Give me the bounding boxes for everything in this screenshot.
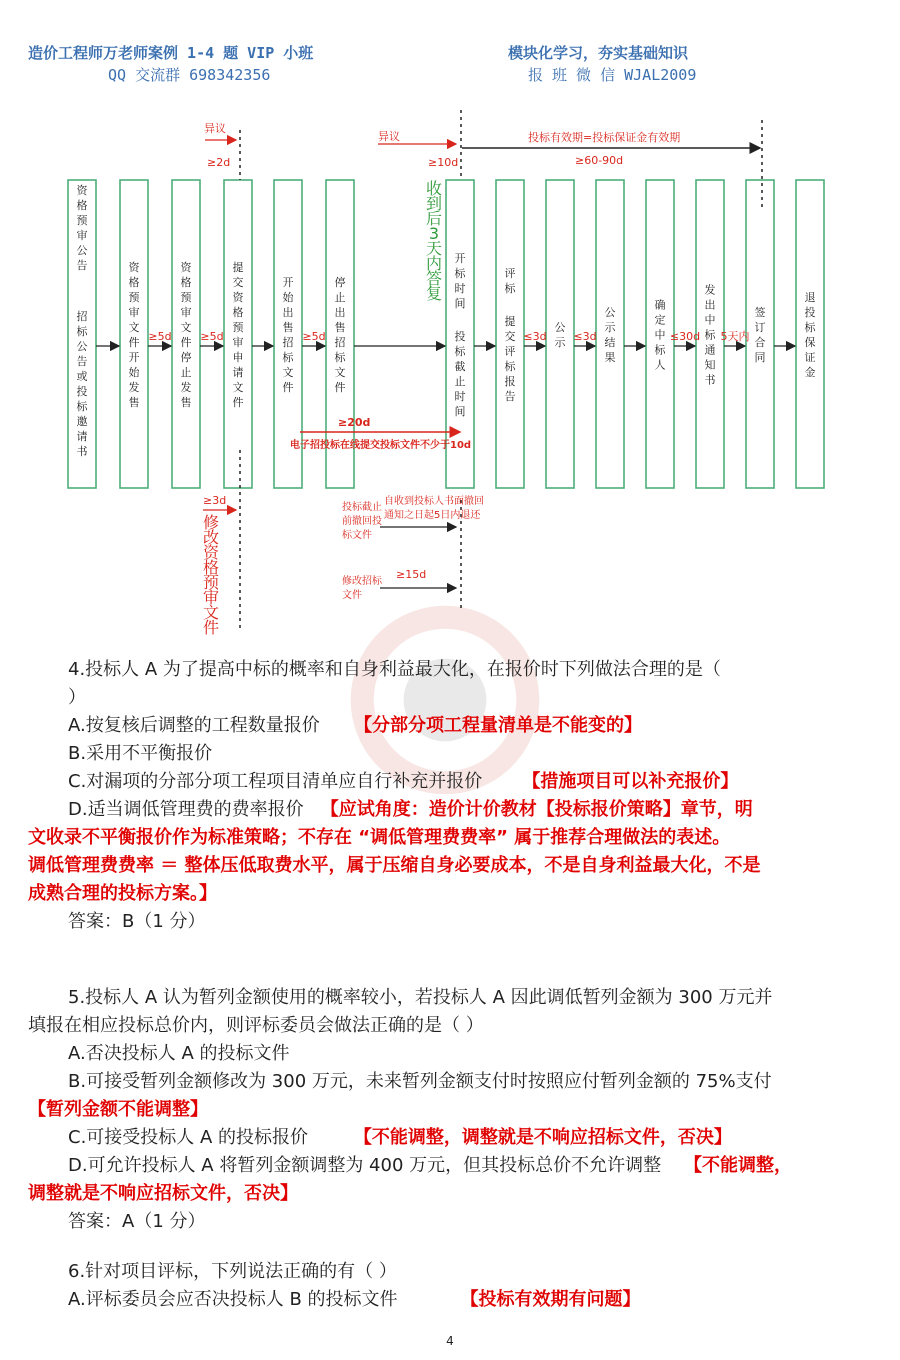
bidding-process-diagram — [0, 110, 900, 650]
process-box-label: 签订合同 — [754, 306, 766, 364]
q5-option-b: B.可接受暂列金额修改为 300 万元，未来暂列金额支付时按照应付暂列金额的 75%支付 — [68, 1071, 772, 1092]
q5-option-c: C.可接受投标人 A 的投标报价 【不能调整，调整就是不响应招标文件，否决】 — [68, 1127, 732, 1148]
process-box-label: 资格预审文件开始发售 — [128, 261, 140, 409]
process-box-label: 开标时间投标截止时间 — [454, 252, 466, 418]
arrow-interval-label: 5天内 — [720, 330, 750, 343]
process-box-label: 资格预审文件停止发售 — [180, 261, 192, 409]
process-box — [68, 180, 96, 488]
question-6 — [28, 1258, 878, 1314]
modify-bid-doc-label: 修改招标文件 — [342, 576, 382, 601]
ge20d-label: ≥20d — [338, 416, 371, 429]
bid-validity-label: 投标有效期=投标保证金有效期 — [528, 131, 681, 144]
withdraw-refund-note-1: 自收到投标人书面撤回 — [384, 496, 484, 507]
q4-option-a: A.按复核后调整的工程数量报价 【分部分项工程量清单是不能变的】 — [68, 715, 643, 736]
ge15d-label: ≥15d — [396, 568, 427, 581]
header-qq-group: QQ 交流群 698342356 — [108, 66, 271, 84]
process-box — [120, 180, 148, 488]
objection-days-1: ≥2d — [207, 156, 231, 169]
q5-option-d: D.可允许投标人 A 将暂列金额调整为 400 万元，但其投标总价不允许调整 【不能调整， — [68, 1155, 793, 1176]
q5-stem-1: 5.投标人 A 认为暂列金额使用的概率较小，若投标人 A 因此调低暂列金额为 300 万元并 — [68, 987, 773, 1008]
process-box — [546, 180, 574, 488]
header-slogan: 模块化学习，夯实基础知识 — [508, 44, 689, 62]
q4-stem: 4.投标人 A 为了提高中标的概率和自身利益最大化，在报价时下列做法合理的是（ — [68, 659, 721, 680]
reply-note-vertical: 收到后 3 天内答复 — [425, 179, 443, 303]
page-number: 4 — [446, 1334, 454, 1348]
q5-option-d-note-2: 调整就是不响应招标文件，否决】 — [28, 1183, 298, 1204]
q5-answer: 答案：A（1 分） — [68, 1211, 206, 1232]
arrow-interval-label: ≥5d — [200, 330, 224, 343]
q4-option-d-note-3: 调低管理费费率 ＝ 整体压低取费水平，属于压缩自身必要成本，不是自身利益最大化，不是 — [28, 855, 761, 876]
process-box-label: 公示 — [554, 321, 566, 349]
q5-stem-2: 填报在相应投标总价内，则评标委员会做法正确的是（ ） — [28, 1015, 484, 1036]
q4-answer: 答案：B（1 分） — [68, 911, 206, 932]
q5-option-b-note: 【暂列金额不能调整】 — [28, 1099, 208, 1120]
process-box-label: 资格预审公告招标公告或投标邀请书 — [76, 184, 88, 458]
withdraw-refund-note-2: 通知之日起5日内退还 — [384, 510, 481, 521]
q5-option-a: A.否决投标人 A 的投标文件 — [68, 1043, 290, 1064]
process-box-label: 提交资格预审申请文件 — [232, 261, 244, 409]
arrow-interval-label: ≤3d — [523, 330, 547, 343]
objection-label-2: 异议 — [378, 130, 400, 143]
process-box — [796, 180, 824, 488]
process-box-label: 开始出售招标文件 — [282, 276, 294, 394]
question-4 — [28, 656, 878, 936]
process-box-label: 评标提交评标报告 — [504, 267, 516, 403]
header-course-title: 造价工程师万老师案例 1-4 题 VIP 小班 — [28, 44, 314, 62]
q4-option-b: B.采用不平衡报价 — [68, 743, 213, 764]
process-box — [496, 180, 524, 488]
question-5 — [28, 984, 878, 1236]
q4-option-d: D.适当调低管理费的费率报价 【应试角度：造价计价教材【投标报价策略】章节，明 — [68, 799, 753, 820]
electronic-bidding-note: 电子招投标在线提交投标文件不少于10d — [290, 440, 472, 451]
q5-option-c-note: 【不能调整，调整就是不响应招标文件，否决】 — [353, 1127, 732, 1148]
process-box — [172, 180, 200, 488]
process-box — [746, 180, 774, 488]
q6-option-a: A.评标委员会应否决投标人 B 的投标文件 【投标有效期有问题】 — [68, 1289, 641, 1310]
modify-prequal-vertical: 修改资格预审文件 — [202, 513, 220, 637]
process-box-label: 退投标保证金 — [804, 291, 816, 379]
arrow-interval-label: ≥5d — [302, 330, 326, 343]
arrow-interval-label: ≤30d — [669, 330, 701, 343]
withdraw-before-deadline-label: 投标截止前撤回投标文件 — [342, 502, 382, 541]
process-box-label: 确定中标人 — [654, 298, 666, 372]
q4-option-c-note: 【措施项目可以补充报价】 — [522, 771, 739, 792]
ge10d-label: ≥10d — [428, 156, 459, 169]
q4-option-d-note-1: 【应试角度：造价计价教材【投标报价策略】章节，明 — [320, 799, 753, 820]
objection-label-1: 异议 — [204, 122, 226, 135]
arrow-interval-label: ≥5d — [148, 330, 172, 343]
process-box-label: 发出中标通知书 — [704, 283, 716, 387]
q4-stem-cont: ） — [68, 687, 86, 708]
q5-option-d-note-1: 【不能调整， — [684, 1155, 793, 1176]
q4-option-a-note: 【分部分项工程量清单是不能变的】 — [354, 715, 643, 736]
q6-option-a-note: 【投标有效期有问题】 — [460, 1289, 641, 1310]
q4-option-c: C.对漏项的分部分项工程项目清单应自行补充并报价 【措施项目可以补充报价】 — [68, 771, 739, 792]
arrow-interval-label: ≤3d — [573, 330, 597, 343]
q6-stem: 6.针对项目评标，下列说法正确的有（ ） — [68, 1261, 397, 1282]
q4-option-d-note-2: 文收录不平衡报价作为标准策略；不存在 “调低管理费费率” 属于推荐合理做法的表述。 — [28, 827, 731, 848]
q4-option-d-note-4: 成熟合理的投标方案。】 — [28, 883, 217, 904]
process-box-label: 停止出售招标文件 — [334, 276, 346, 394]
process-box — [224, 180, 252, 488]
process-box — [596, 180, 624, 488]
process-box-label: 公示结果 — [604, 306, 616, 364]
bid-validity-days: ≥60-90d — [575, 154, 624, 167]
ge3d-label: ≥3d — [203, 494, 227, 507]
header-wechat: 报 班 微 信 WJAL2009 — [528, 66, 697, 84]
